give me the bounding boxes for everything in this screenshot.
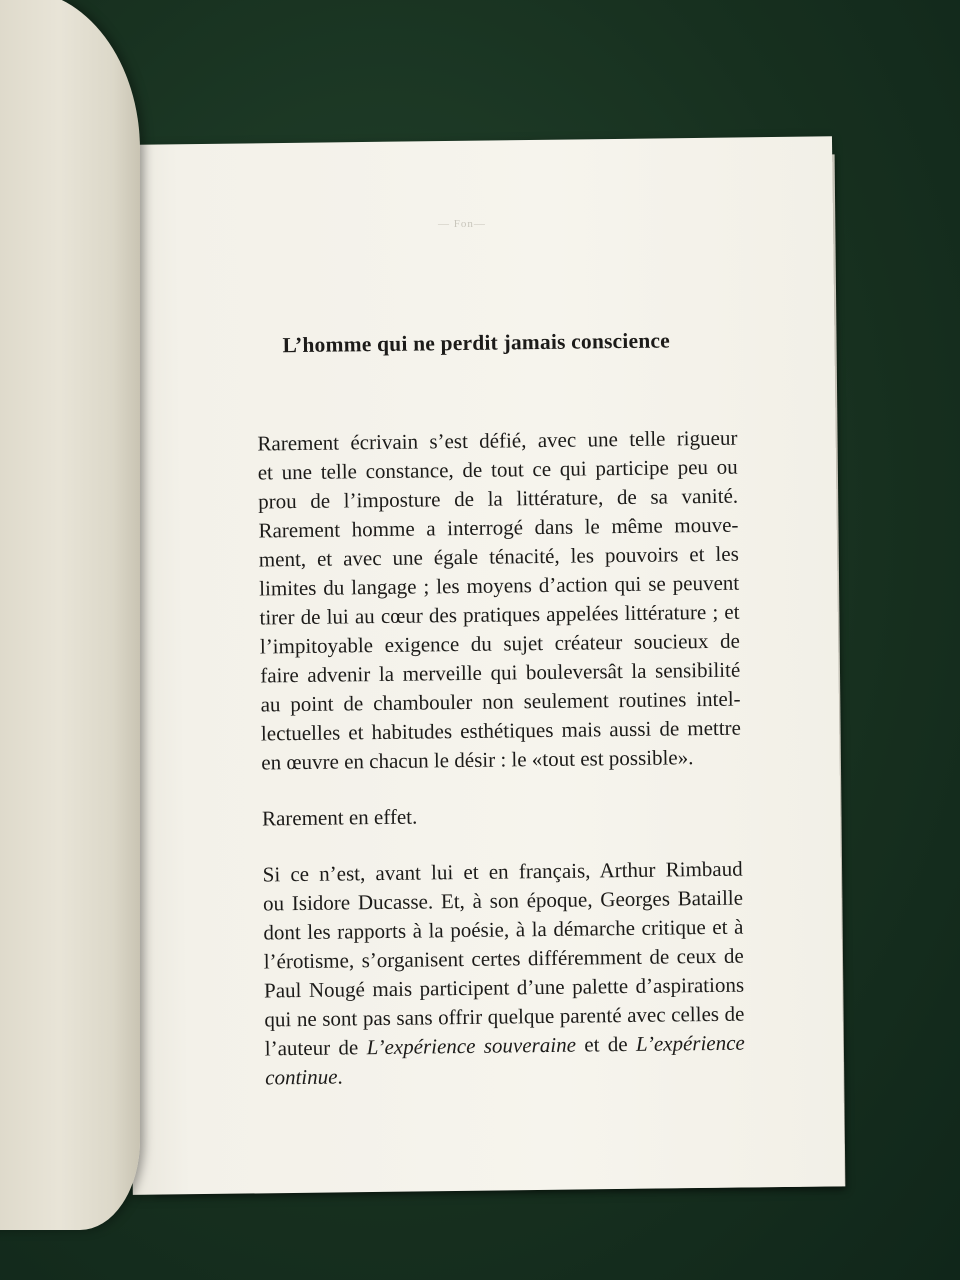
text-line: au point de chambouler non seulement routines intel- [260,686,741,717]
text-line: prou de l’imposture de la littérature, de sa vanité. [257,483,739,514]
text-line: Rarement homme a interrogé dans le même mouve- [258,512,739,543]
book-title-italic: L’expérience souveraine [366,1032,577,1060]
text-line: ou Isidore Ducasse. Et, à son époque, Georges Bataille [262,885,744,916]
text-line: limites du langage ; les moyens d’action qui se peuvent [259,570,740,601]
chapter-title: L’homme qui ne perdit jamais conscience [282,328,671,358]
text-line: dont les rapports à la poésie, à la démarche critique et à [263,914,744,945]
text-line: en œuvre en chacun le désir : le «tout est possible». [261,745,694,775]
text-line: faire advenir la merveille qui bouleversât la sensibilité [260,657,741,688]
book-title-italic: L’expérience [635,1030,745,1056]
text-line: ment, et avec une égale ténacité, les pouvoirs et les [258,541,739,572]
text-fragment: et de [575,1031,637,1057]
text-line: Rarement en effet. [261,804,418,831]
paragraph-2 [222,799,742,834]
text-fragment: l’auteur de [264,1035,367,1061]
text-fragment: . [337,1064,343,1089]
text-line: tirer de lui au cœur des pratiques appelées littérature ; et [259,599,740,630]
book-title-italic: continue [265,1064,338,1090]
text-line: Paul Nougé mais participent d’une palette d’aspirations [263,972,745,1003]
paragraph-3 [223,855,746,1093]
left-page-curl [0,0,140,1230]
text-line: et une telle constance, de tout ce qui participe peu ou [257,454,738,485]
running-head: — Fon— [438,218,486,230]
page-text [216,322,745,1093]
text-line: l’impitoyable exigence du sujet créateur soucieux de [259,628,741,659]
text-line: qui ne sont pas sans offrir quelque parenté avec celles de [264,1001,745,1032]
text-line: Si ce n’est, avant lui et en français, Arthur Rimbaud [262,856,743,887]
text-line: lectuelles et habitudes esthétiques mais aussi de mettre [260,715,742,746]
text-line: Rarement écrivain s’est défié, avec une telle rigueur [257,425,738,456]
text-line: l’érotisme, s’organisent certes différemment de ceux de [263,943,744,974]
paragraph-1 [217,424,741,778]
